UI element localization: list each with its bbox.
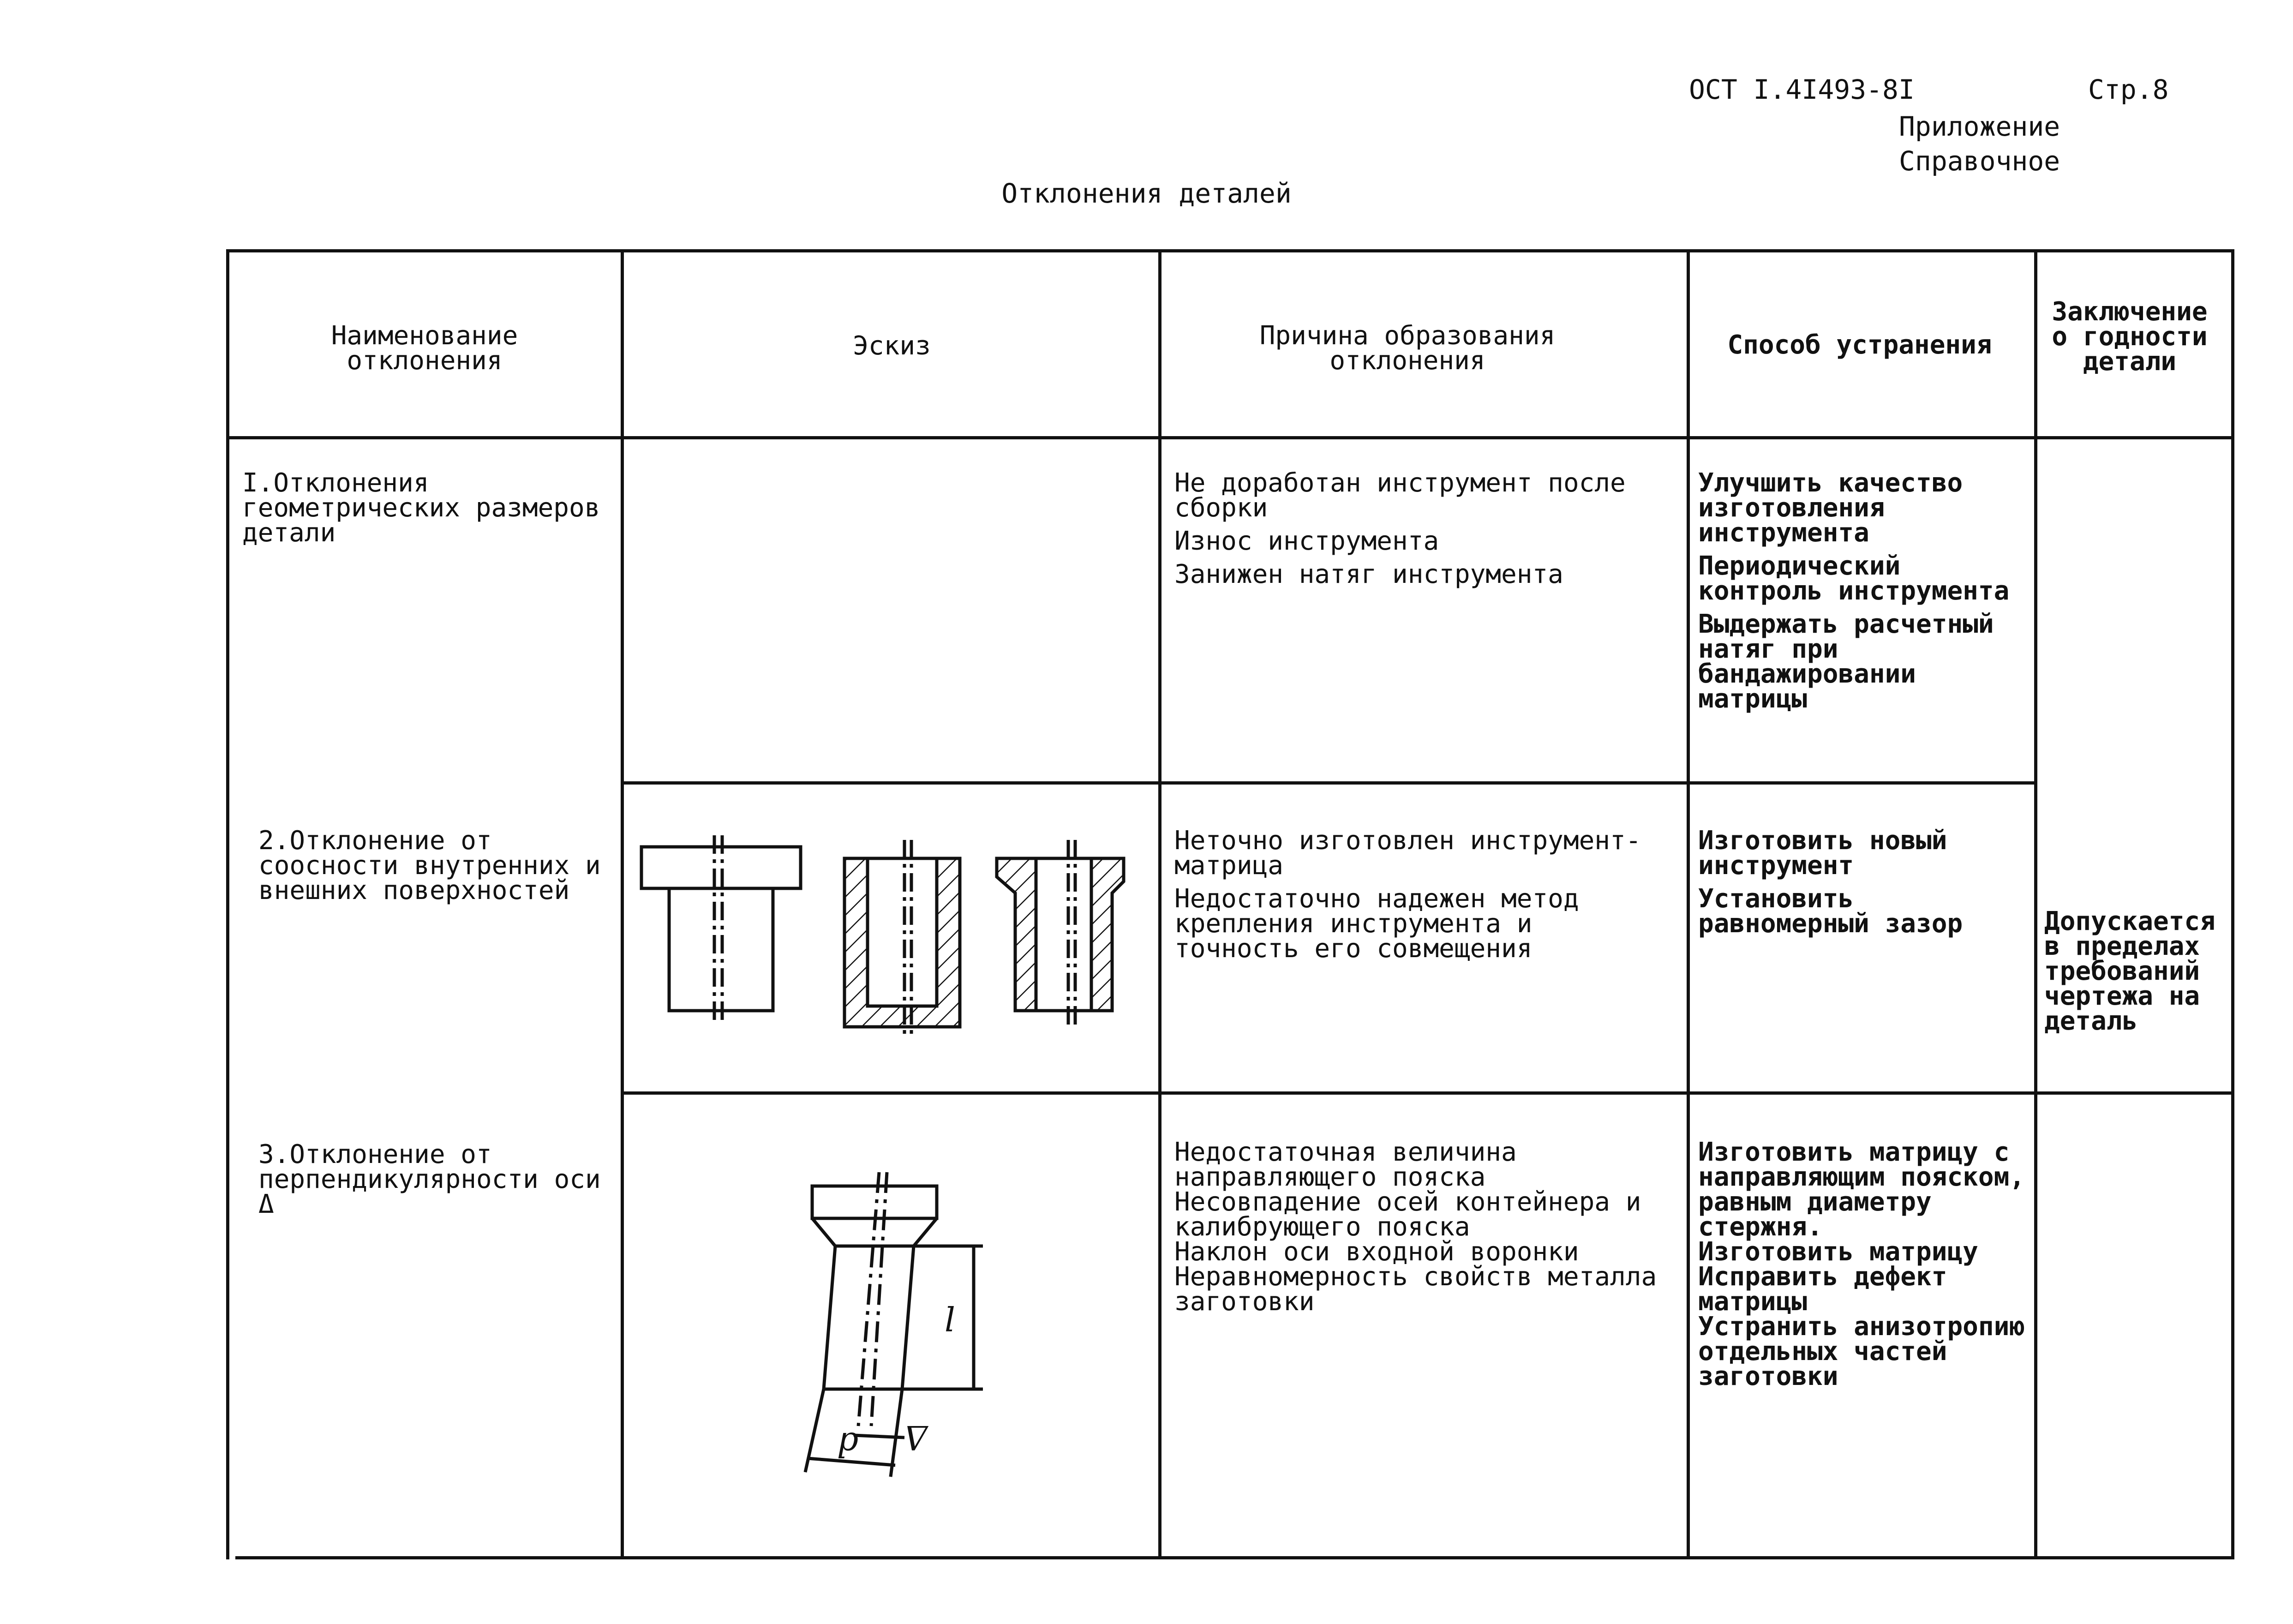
conclusion-text: Допускается в пределах требований чертежа на деталь <box>2044 906 2215 1036</box>
row-1-name: I.Отклонения геометрических размеров детали <box>242 468 600 548</box>
row-1-remedies <box>1698 468 2021 720</box>
header-name: Наименование отклонения <box>331 321 518 376</box>
table-border-left <box>226 249 229 1559</box>
appendix-type: Справочное <box>1899 145 2060 177</box>
row-2-sketch <box>628 821 1154 1043</box>
sketch-cup-walls <box>844 858 960 1027</box>
row-1-cause-1: Не доработан инструмент после сборки <box>1174 468 1626 523</box>
row-2-remedies <box>1698 828 2021 945</box>
row-1-remedy-1: Улучшить качество изготовления инструмента <box>1698 468 1963 548</box>
page-title: Отклонения деталей <box>1001 178 1292 209</box>
row-1-cause-2: Износ инструмента <box>1174 526 1439 556</box>
row-1-causes <box>1174 468 1636 595</box>
header-cause: Причина образования отклонения <box>1259 321 1556 376</box>
sketch-label-length: l <box>944 1298 955 1337</box>
row-3-cause-4: Неравномерность свойств металла заготовки <box>1174 1262 1657 1317</box>
header-remedy: Способ устранения <box>1727 330 1992 360</box>
row-1-cause-3: Занижен натяг инструмента <box>1174 559 1563 589</box>
row-3-cause-1: Недостаточная величина направляющего пояска <box>1174 1137 1517 1192</box>
row-2-name: 2.Отклонение от соосности внутренних и внешних поверхностей <box>258 826 601 905</box>
row-3-remedy-4: Устранить анизотропию отдельных частей заготовки <box>1698 1312 2025 1391</box>
sketch-label-delta: Δ <box>904 1418 928 1457</box>
row-2-remedy-2: Установить равномерный зазор <box>1698 884 1963 939</box>
table-border-bottom <box>235 1556 2234 1559</box>
row-2-cause-2: Недостаточно надежен метод крепления инструмента и точность его совмещения <box>1174 884 1579 964</box>
header-conclusion: Заключение о годности детали <box>2052 297 2208 377</box>
sketch-cup-bore <box>868 858 937 1006</box>
sketch-sleeve-bore <box>1036 858 1091 1011</box>
row-3-remedy-2: Изготовить матрицу <box>1698 1237 1978 1267</box>
row-3-remedies <box>1698 1137 2026 1391</box>
table-border-top <box>226 249 2234 252</box>
column-divider-2 <box>1158 249 1161 1559</box>
table-border-right <box>2231 249 2234 1559</box>
row-3-causes <box>1174 1137 1673 1317</box>
row-3-name: 3.Отклонение от перпендикулярности оси Δ <box>258 1139 601 1219</box>
row-2-causes <box>1174 828 1659 970</box>
sketch-label-diameter: d <box>837 1425 858 1464</box>
appendix-label: Приложение <box>1899 111 2060 142</box>
header-sketch: Эскиз <box>853 331 931 361</box>
row-1-remedy-3: Выдержать расчетный натяг при бандажировании матрицы <box>1698 609 1994 714</box>
sketch-dim-delta <box>854 1435 904 1438</box>
document-code: ОСТ I.4I493-8I <box>1689 74 1915 105</box>
row-3-remedy-3: Исправить дефект матрицы <box>1698 1262 1947 1317</box>
row-divider-1 <box>621 781 2037 785</box>
page-number: Стр.8 <box>2088 74 2169 105</box>
row-3-cause-2: Несовпадение осей контейнера и калибрующего пояска <box>1174 1187 1641 1242</box>
row-2-remedy-1: Изготовить новый инструмент <box>1698 826 1947 881</box>
sketch-die-stem <box>824 1246 914 1389</box>
row-3-sketch <box>784 1168 1015 1500</box>
column-divider-4 <box>2034 249 2037 1559</box>
row-3-cause-3: Наклон оси входной воронки <box>1174 1237 1579 1267</box>
row-1-remedy-2: Периодический контроль инструмента <box>1698 551 2010 606</box>
header-divider <box>226 436 2234 439</box>
row-3-remedy-1: Изготовить матрицу с направляющим пояском, равным диаметру стержня. <box>1698 1137 2025 1242</box>
row-divider-2 <box>621 1091 2234 1095</box>
row-2-cause-1: Неточно изготовлен инструмент-матрица <box>1174 826 1641 881</box>
column-divider-1 <box>621 249 624 1559</box>
column-divider-3 <box>1687 249 1690 1559</box>
